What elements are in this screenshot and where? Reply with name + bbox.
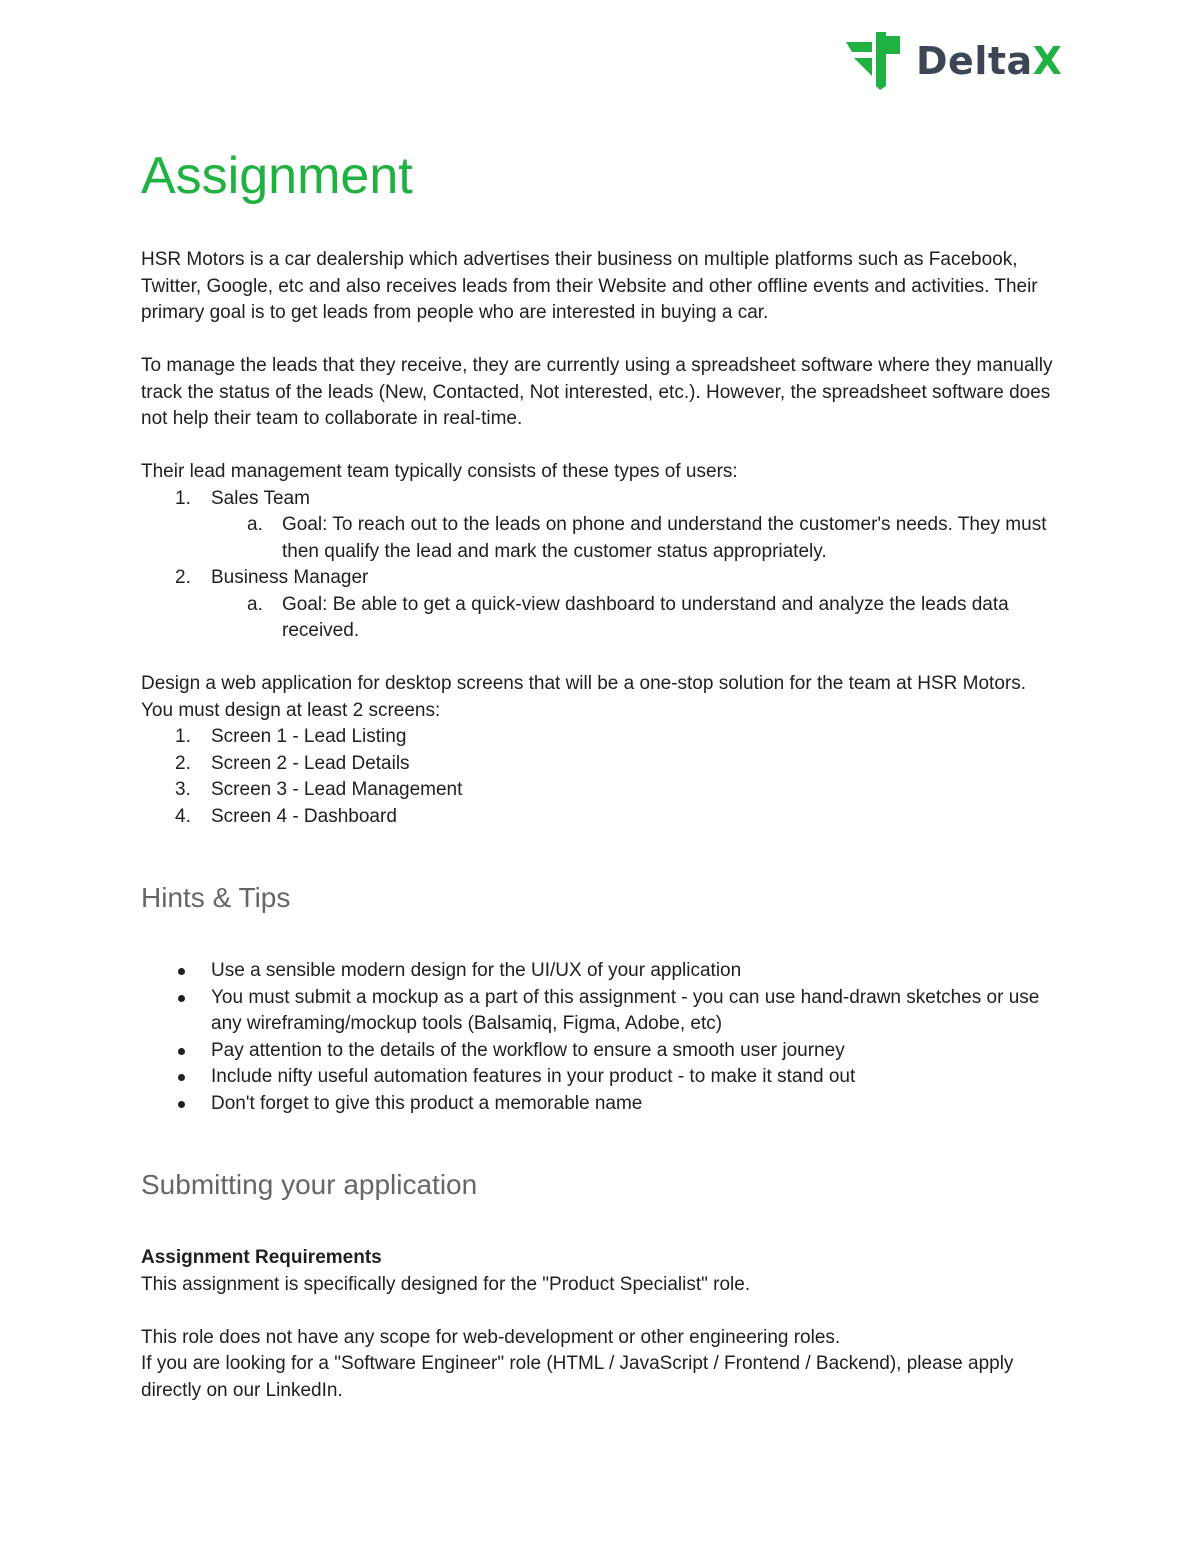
list-number: 2. [175,567,191,588]
role-scope-note: This role does not have any scope for web-development or other engineering roles. [141,1326,841,1348]
list-item [141,1038,1061,1065]
logo-word-accent: X [1032,39,1063,83]
design-text-1: Design a web application for desktop screens that will be a one-stop solution for the team at HSR Motors. [141,673,1027,694]
logo-word-main: Delta [916,39,1033,83]
hint-text: Include nifty useful automation features in your product - to make it stand out [211,1066,856,1087]
hint-text: You must submit a mockup as a part of this assignment - you can use hand-drawn sketches or use any wireframing/mockup tools (Balsamiq, Figma, Adobe, etc) [211,986,1040,1034]
list-number: 2. [175,752,191,774]
bullet-icon [178,968,185,975]
bullet-icon [178,1074,185,1081]
screen-label: Screen 2 - Lead Details [211,752,410,774]
intro-paragraph-1: HSR Motors is a car dealership which advertises their business on multiple platforms such as Facebook, Twitter, Google, etc and also receives leads from their Website and other offline events and activities. Their primary goal is to get leads from people who are interested in buying a car. [141,249,1038,323]
page-title: Assignment [141,147,413,205]
list-item [141,985,1061,1038]
submitting-heading: Submitting your application [141,1169,478,1200]
hint-text: Don't forget to give this product a memorable name [211,1092,643,1114]
design-text-2: You must design at least 2 screens: [141,699,441,721]
user-type-name: Business Manager [211,567,369,588]
bullet-icon [178,1048,185,1055]
list-item [141,804,1061,831]
list-letter: a. [247,593,263,615]
list-item [141,592,1061,645]
list-number: 4. [175,805,191,827]
list-item [141,565,1061,592]
user-goal: Goal: To reach out to the leads on phone and understand the customer's needs. They must then qualify the lead and mark the customer status appropriately. [282,514,1047,562]
list-item [141,512,1061,565]
list-number: 3. [175,779,191,800]
bullet-icon [178,995,185,1002]
user-type-name: Sales Team [211,487,310,509]
list-number: 1. [175,726,191,747]
user-types-list [141,486,1061,645]
list-number: 1. [175,487,191,509]
list-item [141,1091,1061,1118]
list-item [141,724,1061,751]
intro-paragraph-2: To manage the leads that they receive, they are currently using a spreadsheet software where they manually track the status of the leads (New, Contacted, Not interested, etc.). However, the spreadsheet software does not help their team to collaborate in real-time. [141,355,1053,429]
deltax-logo [842,32,1062,90]
list-item [141,486,1061,513]
hints-heading: Hints & Tips [141,882,291,913]
hint-text: Pay attention to the details of the workflow to ensure a smooth user journey [211,1039,845,1061]
logo-wordmark [916,39,1063,83]
list-item [141,958,1061,985]
list-letter: a. [247,514,263,535]
hints-list [141,958,1061,1117]
list-item [141,777,1061,804]
list-item [141,1064,1061,1091]
deltax-logo-icon [842,32,904,90]
requirements-text: This assignment is specifically designed for the "Product Specialist" role. [141,1273,751,1295]
requirements-title: Assignment Requirements [141,1247,382,1268]
team-lead-text: Their lead management team typically consists of these types of users: [141,461,738,482]
bullet-icon [178,1101,185,1108]
screen-label: Screen 4 - Dashboard [211,805,397,827]
user-goal: Goal: Be able to get a quick-view dashboard to understand and analyze the leads data received. [282,593,1009,641]
screen-label: Screen 1 - Lead Listing [211,726,407,747]
screens-list [141,724,1061,830]
list-item [141,751,1061,778]
engineer-apply-note: If you are looking for a "Software Engineer" role (HTML / JavaScript / Frontend / Backend), please apply directly on our LinkedIn. [141,1353,1014,1401]
screen-label: Screen 3 - Lead Management [211,779,463,800]
hint-text: Use a sensible modern design for the UI/UX of your application [211,960,742,981]
document-body [141,140,1061,1404]
